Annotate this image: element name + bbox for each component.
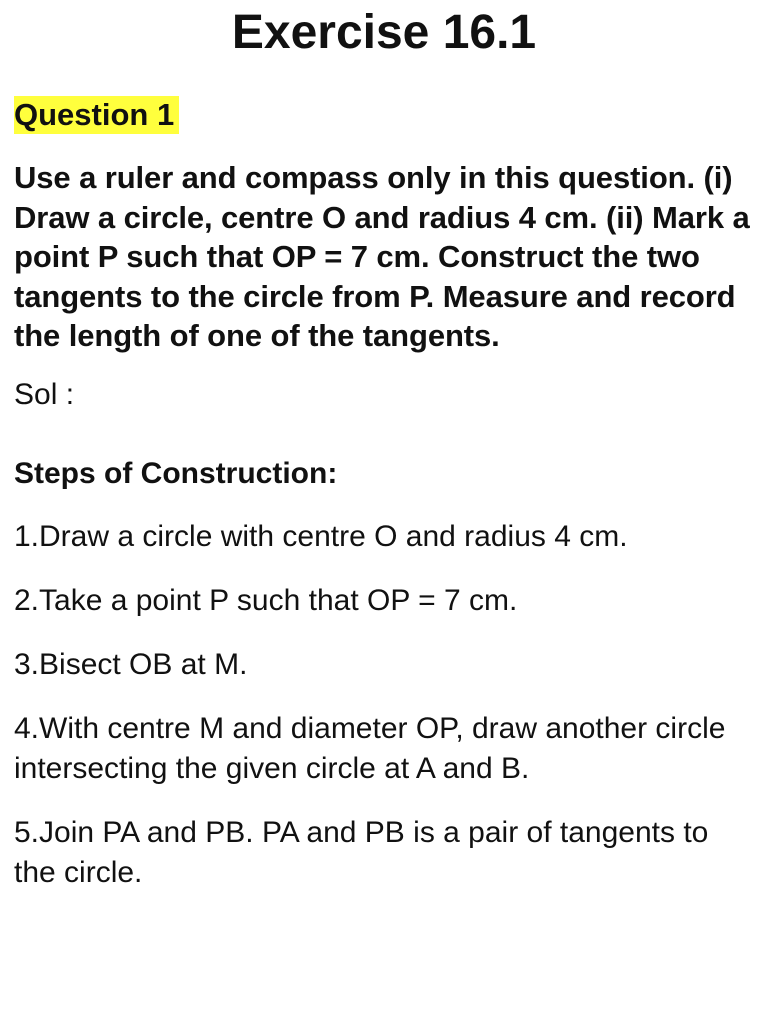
steps-heading: Steps of Construction: bbox=[14, 456, 338, 490]
solution-label: Sol : bbox=[14, 377, 75, 411]
construction-step-1: 1.Draw a circle with centre O and radius 4 cm. bbox=[14, 519, 628, 553]
question-label-row bbox=[14, 64, 754, 134]
construction-step-3: 3.Bisect OB at M. bbox=[14, 647, 248, 681]
construction-step-4: 4.With centre M and diameter OP, draw another circle intersecting the given circle at A and B. bbox=[14, 711, 726, 785]
question-label: Question 1 bbox=[14, 96, 179, 134]
question-text: Use a ruler and compass only in this question. (i) Draw a circle, centre O and radius 4 cm. (ii) Mark a point P such that OP = 7 cm. Construct the two tangents to the circle from P. Measure and record the length of one of the tangents. bbox=[14, 160, 750, 353]
construction-step-2: 2.Take a point P such that OP = 7 cm. bbox=[14, 583, 518, 617]
construction-step-5: 5.Join PA and PB. PA and PB is a pair of tangents to the circle. bbox=[14, 815, 709, 889]
page-title: Exercise 16.1 bbox=[231, 6, 537, 59]
